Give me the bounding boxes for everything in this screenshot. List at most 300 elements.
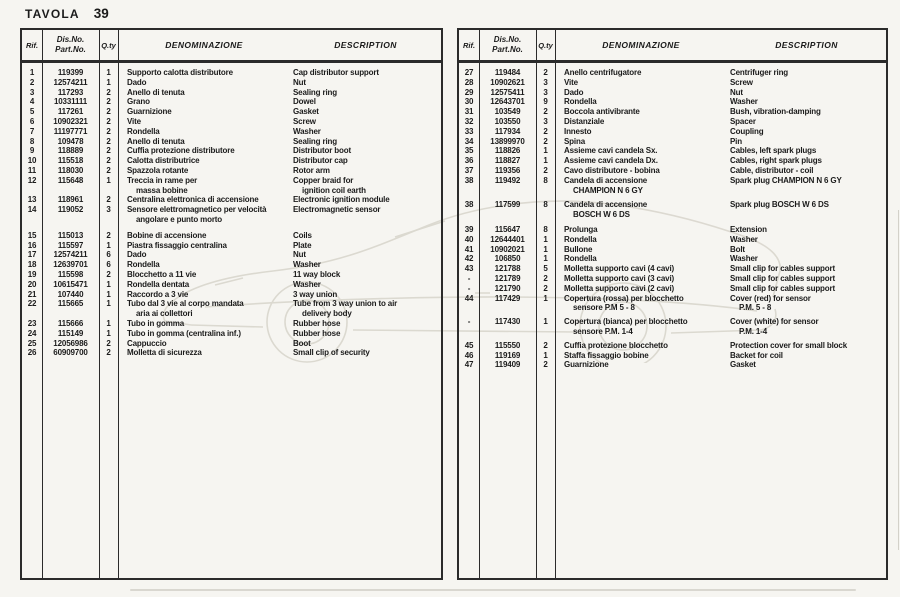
description-cell: Spark plug BOSCH W 6 DS [730, 200, 829, 210]
rif-cell: 15 [27, 230, 37, 240]
denominazione-cell: Rondella [127, 126, 160, 136]
part-number-cell: 121790 [494, 283, 521, 293]
denominazione-cell: Centralina elettronica di accensione [127, 195, 259, 205]
header-rif: Rif. [25, 40, 39, 50]
denominazione-cell: Bullone [564, 244, 593, 254]
rif-cell: 39 [464, 224, 474, 234]
header-description: DESCRIPTION [334, 40, 397, 50]
rif-cell: 36 [464, 156, 474, 166]
rif-cell: 46 [464, 350, 474, 360]
table-row [22, 107, 441, 117]
qty-cell: 6 [106, 260, 111, 270]
qty-cell: 1 [106, 289, 111, 299]
header-qty: Q.ty [101, 40, 116, 50]
rif-cell: 27 [464, 68, 474, 77]
rif-cell: 19 [27, 269, 37, 279]
header-rif: Rif. [462, 40, 476, 50]
part-number-cell: 119484 [494, 68, 521, 77]
denominazione-cell: Rondella dentata [127, 279, 190, 289]
qty-cell: 3 [543, 77, 548, 87]
qty-cell: 1 [106, 240, 111, 250]
denominazione-cell: Molletta di sicurezza [127, 348, 202, 358]
rif-cell: 18 [27, 260, 37, 270]
table-row [22, 176, 441, 196]
parts-table-left [20, 28, 443, 580]
header-part-no: Dis.No. Part.No. [492, 35, 523, 54]
part-number-cell: 115518 [57, 156, 84, 166]
qty-cell: 1 [543, 244, 548, 254]
description-cell: Washer [730, 254, 758, 264]
qty-cell: 2 [543, 107, 548, 117]
rif-cell: 20 [27, 279, 37, 289]
table-row [22, 195, 441, 205]
rif-cell: 9 [29, 146, 35, 156]
qty-cell: 1 [106, 299, 111, 309]
description-cell: Cover (white) for sensor P.M. 1-4 [730, 317, 819, 336]
part-number-cell: 12574211 [53, 77, 88, 87]
qty-cell: 2 [106, 107, 111, 117]
description-cell: Centrifuger ring [730, 68, 789, 77]
qty-cell: 2 [106, 338, 111, 348]
part-number-cell: 106850 [494, 254, 521, 264]
qty-cell: 1 [106, 328, 111, 338]
table-row [459, 351, 886, 361]
denominazione-cell: Staffa fissaggio bobine [564, 350, 649, 360]
rif-cell: 28 [464, 77, 474, 87]
table-row [459, 284, 886, 294]
rif-cell: 38 [464, 200, 474, 210]
description-cell: Rubber hose [293, 318, 341, 328]
description-cell: Gasket [730, 360, 756, 370]
rif-cell: 37 [464, 165, 474, 175]
description-cell: Washer [293, 260, 321, 270]
description-cell: Nut [293, 77, 306, 87]
part-number-cell: 115149 [57, 328, 84, 338]
qty-cell: 2 [543, 136, 548, 146]
part-number-cell: 118030 [57, 165, 84, 175]
qty-cell: 1 [543, 317, 548, 327]
table-row [459, 264, 886, 274]
table-row [22, 166, 441, 176]
header-qty: Q.ty [538, 40, 553, 50]
part-number-cell: 12643701 [490, 97, 525, 107]
rif-cell: 7 [29, 126, 35, 136]
scan-artifact-edge [898, 210, 899, 550]
qty-cell: 3 [543, 116, 548, 126]
denominazione-cell: Rondella [127, 260, 160, 270]
part-number-cell: 119052 [57, 205, 84, 215]
part-number-cell: 121789 [494, 273, 521, 283]
part-number-cell: 10615471 [53, 279, 88, 289]
rif-cell: 22 [27, 299, 37, 309]
description-cell: Spark plug CHAMPION N 6 GY [730, 175, 842, 185]
description-cell: 11 way block [293, 269, 341, 279]
description-cell: Plate [293, 240, 312, 250]
rif-cell: 31 [464, 107, 474, 117]
table-row [459, 156, 886, 166]
qty-cell: 2 [106, 146, 111, 156]
part-number-cell: 12644401 [490, 234, 525, 244]
part-number-cell: 118827 [494, 156, 521, 166]
description-cell: Backet for coil [730, 350, 783, 360]
rif-cell: 41 [464, 244, 474, 254]
part-number-cell: 115648 [57, 175, 84, 185]
table-row [22, 146, 441, 156]
qty-cell: 2 [106, 195, 111, 205]
part-number-cell: 103550 [494, 116, 521, 126]
page-title-number: 39 [93, 6, 109, 21]
table-body-left [22, 63, 441, 358]
table-row [22, 97, 441, 107]
description-cell: Coils [293, 230, 312, 240]
qty-cell: 8 [543, 175, 548, 185]
description-cell: Rubber hose [293, 328, 341, 338]
part-number-cell: 115550 [494, 340, 521, 350]
description-cell: Distributor boot [293, 146, 352, 156]
part-number-cell: 115666 [57, 318, 84, 328]
part-number-cell: 117934 [494, 126, 521, 136]
qty-cell: 6 [106, 250, 111, 260]
rif-cell: 6 [29, 116, 35, 126]
table-row [22, 78, 441, 88]
qty-cell: 5 [543, 264, 548, 274]
table-row [22, 156, 441, 166]
description-cell: Dowel [293, 97, 316, 107]
denominazione-cell: Rondella [564, 234, 597, 244]
description-cell: Cover (red) for sensor P.M. 5 - 8 [730, 293, 811, 313]
denominazione-cell: Cuffia protezione blocchetto [564, 340, 668, 350]
part-number-cell: 117430 [494, 317, 521, 327]
part-number-cell: 11197771 [53, 126, 88, 136]
denominazione-cell: Blocchetto a 11 vie [127, 269, 197, 279]
qty-cell: 1 [543, 254, 548, 264]
table-row [459, 107, 886, 117]
description-cell: Distributor cap [293, 156, 348, 166]
denominazione-cell: Distanziale [564, 116, 605, 126]
table-row [22, 241, 441, 251]
qty-cell: 2 [106, 230, 111, 240]
table-row [22, 68, 441, 78]
description-cell: Extension [730, 224, 767, 234]
part-number-cell: 118889 [57, 146, 84, 156]
table-row [22, 231, 441, 241]
qty-cell: 2 [106, 87, 111, 97]
description-cell: Rotor arm [293, 165, 330, 175]
qty-cell: 2 [543, 165, 548, 175]
scan-artifact-line [130, 589, 856, 591]
qty-cell: 2 [106, 136, 111, 146]
denominazione-cell: Piastra fissaggio centralina [127, 240, 227, 250]
table-row [22, 329, 441, 339]
header-description: DESCRIPTION [775, 40, 838, 50]
table-row [459, 294, 886, 314]
rif-cell: 45 [464, 340, 474, 350]
header-part-no: Dis.No. Part.No. [55, 35, 86, 54]
denominazione-cell: Supporto calotta distributore [127, 68, 233, 77]
denominazione-cell: Anello di tenuta [127, 136, 185, 146]
part-number-cell: 117261 [57, 107, 84, 117]
table-row [459, 146, 886, 156]
description-cell: Small clip for cables support [730, 283, 836, 293]
denominazione-cell: Cavo distributore - bobina [564, 165, 660, 175]
table-row [22, 250, 441, 260]
qty-cell: 1 [543, 146, 548, 156]
qty-cell: 2 [543, 360, 548, 370]
denominazione-cell: Tubo in gomma [127, 318, 185, 328]
rif-cell: 21 [27, 289, 37, 299]
table-row [22, 127, 441, 137]
qty-cell: 1 [106, 318, 111, 328]
denominazione-cell: Spazzola rotante [127, 165, 189, 175]
part-number-cell: 60909700 [53, 348, 88, 358]
qty-cell: 3 [106, 205, 111, 215]
table-row [459, 117, 886, 127]
qty-cell: 2 [106, 126, 111, 136]
description-cell: Pin [730, 136, 742, 146]
part-number-cell: 119409 [494, 360, 521, 370]
part-number-cell: 10331111 [53, 97, 88, 107]
rif-cell: - [467, 317, 471, 327]
table-row [459, 127, 886, 137]
qty-cell: 1 [106, 279, 111, 289]
rif-cell: 47 [464, 360, 474, 370]
table-row [459, 254, 886, 264]
parts-table-right [457, 28, 888, 580]
description-cell: Screw [293, 116, 316, 126]
rif-cell: 34 [464, 136, 474, 146]
denominazione-cell: Dado [564, 87, 584, 97]
table-row [459, 176, 886, 196]
denominazione-cell: Cappuccio [127, 338, 167, 348]
table-row [22, 290, 441, 300]
denominazione-cell: Prolunga [564, 224, 598, 234]
table-row [459, 317, 886, 337]
rif-cell: 43 [464, 264, 474, 274]
rif-cell: 26 [27, 348, 37, 358]
denominazione-cell: Vite [127, 116, 141, 126]
rif-cell: 3 [29, 87, 35, 97]
part-number-cell: 121788 [494, 264, 521, 274]
table-row [22, 339, 441, 349]
rif-cell: 11 [27, 165, 37, 175]
description-cell: Copper braid for ignition coil earth [293, 175, 366, 195]
rif-cell: 32 [464, 116, 474, 126]
qty-cell: 2 [106, 156, 111, 166]
denominazione-cell: Boccola antivibrante [564, 107, 640, 117]
table-row [459, 245, 886, 255]
table-row [459, 88, 886, 98]
part-number-cell: 103549 [494, 107, 521, 117]
denominazione-cell: Dado [127, 77, 147, 87]
rif-cell: 8 [29, 136, 35, 146]
part-number-cell: 117293 [57, 87, 84, 97]
rif-cell: 4 [29, 97, 35, 107]
qty-cell: 2 [106, 97, 111, 107]
denominazione-cell: Molletta supporto cavi (4 cavi) [564, 264, 675, 274]
part-number-cell: 119399 [57, 68, 84, 77]
denominazione-cell: Candela di accensione CHAMPION N 6 GY [564, 175, 648, 195]
denominazione-cell: Innesto [564, 126, 592, 136]
part-number-cell: 119492 [494, 175, 521, 185]
rif-cell: 2 [29, 77, 35, 87]
denominazione-cell: Copertura (bianca) per blocchetto sensore P.M. 1-4 [564, 317, 688, 336]
table-row [459, 360, 886, 370]
description-cell: Boot [293, 338, 311, 348]
denominazione-cell: Bobine di accensione [127, 230, 207, 240]
qty-cell: 8 [543, 224, 548, 234]
qty-cell: 1 [106, 68, 111, 77]
table-row [22, 348, 441, 358]
description-cell: Small clip of security [293, 348, 370, 358]
rif-cell: 23 [27, 318, 37, 328]
part-number-cell: 119356 [494, 165, 521, 175]
rif-cell: 14 [27, 205, 37, 215]
denominazione-cell: Molletta supporto cavi (2 cavi) [564, 283, 675, 293]
denominazione-cell: Copertura (rossa) per blocchetto sensore P.M 5 - 8 [564, 293, 684, 313]
description-cell: Electronic ignition module [293, 195, 390, 205]
description-cell: Gasket [293, 107, 319, 117]
description-cell: Cap distributor support [293, 68, 379, 77]
table-row [22, 137, 441, 147]
table-row [22, 260, 441, 270]
denominazione-cell: Raccordo a 3 vie [127, 289, 189, 299]
rif-cell: 25 [27, 338, 37, 348]
qty-cell: 3 [543, 87, 548, 97]
qty-cell: 2 [543, 340, 548, 350]
description-cell: 3 way union [293, 289, 338, 299]
description-cell: Bolt [730, 244, 745, 254]
denominazione-cell: Guarnizione [564, 360, 609, 370]
rif-cell: 24 [27, 328, 37, 338]
table-row [459, 274, 886, 284]
denominazione-cell: Calotta distributrice [127, 156, 200, 166]
rif-cell: 30 [464, 97, 474, 107]
description-cell: Electromagnetic sensor [293, 205, 381, 215]
part-number-cell: 118826 [494, 146, 521, 156]
denominazione-cell: Treccia in rame per massa bobine [127, 175, 198, 195]
qty-cell: 2 [106, 348, 111, 358]
part-number-cell: 117599 [494, 200, 521, 210]
denominazione-cell: Cuffia protezione distributore [127, 146, 235, 156]
table-row [22, 299, 441, 319]
denominazione-cell: Tubo in gomma (centralina inf.) [127, 328, 241, 338]
rif-cell: 44 [464, 293, 474, 303]
rif-cell: 12 [27, 175, 37, 185]
table-row [459, 166, 886, 176]
rif-cell: - [467, 283, 471, 293]
denominazione-cell: Guarnizione [127, 107, 172, 117]
qty-cell: 9 [543, 97, 548, 107]
table-row [22, 280, 441, 290]
rif-cell: 17 [27, 250, 37, 260]
denominazione-cell: Spina [564, 136, 586, 146]
part-number-cell: 118961 [57, 195, 84, 205]
part-number-cell: 10902321 [53, 116, 88, 126]
part-number-cell: 115598 [57, 269, 84, 279]
description-cell: Cable, distributor - coil [730, 165, 814, 175]
page-title [25, 6, 109, 21]
part-number-cell: 12056986 [53, 338, 88, 348]
denominazione-cell: Grano [127, 97, 150, 107]
description-cell: Spacer [730, 116, 756, 126]
description-cell: Cables, right spark plugs [730, 156, 822, 166]
part-number-cell: 12639701 [53, 260, 88, 270]
qty-cell: 1 [106, 175, 111, 185]
qty-cell: 2 [543, 68, 548, 77]
denominazione-cell: Assieme cavi candela Dx. [564, 156, 658, 166]
qty-cell: 8 [543, 200, 548, 210]
qty-cell: 1 [543, 234, 548, 244]
table-row [459, 97, 886, 107]
description-cell: Washer [730, 97, 758, 107]
denominazione-cell: Candela di accensione BOSCH W 6 DS [564, 200, 648, 220]
table-row [459, 341, 886, 351]
denominazione-cell: Molletta supporto cavi (3 cavi) [564, 273, 675, 283]
page-title-word: TAVOLA [25, 7, 80, 21]
part-number-cell: 119169 [494, 350, 521, 360]
table-header [22, 30, 441, 63]
denominazione-cell: Dado [127, 250, 147, 260]
part-number-cell: 115013 [57, 230, 84, 240]
description-cell: Screw [730, 77, 753, 87]
part-number-cell: 115597 [57, 240, 84, 250]
denominazione-cell: Anello centrifugatore [564, 68, 642, 77]
rif-cell: 1 [29, 68, 35, 77]
table-row [22, 319, 441, 329]
denominazione-cell: Rondella [564, 254, 597, 264]
description-cell: Sealing ring [293, 87, 337, 97]
description-cell: Bush, vibration-damping [730, 107, 821, 117]
rif-cell: 38 [464, 175, 474, 185]
table-row [22, 88, 441, 98]
description-cell: Nut [293, 250, 306, 260]
qty-cell: 2 [106, 269, 111, 279]
description-cell: Sealing ring [293, 136, 337, 146]
description-cell: Small clip for cables support [730, 273, 836, 283]
description-cell: Small clip for cables support [730, 264, 836, 274]
description-cell: Nut [730, 87, 743, 97]
table-row [459, 137, 886, 147]
qty-cell: 1 [543, 350, 548, 360]
part-number-cell: 10902021 [490, 244, 525, 254]
qty-cell: 2 [543, 273, 548, 283]
table-row [459, 200, 886, 220]
rif-cell: 35 [464, 146, 474, 156]
denominazione-cell: Vite [564, 77, 578, 87]
qty-cell: 2 [106, 165, 111, 175]
rif-cell: 5 [29, 107, 35, 117]
qty-cell: 1 [543, 156, 548, 166]
rif-cell: 33 [464, 126, 474, 136]
header-denominazione: DENOMINAZIONE [165, 40, 243, 50]
description-cell: Washer [293, 126, 321, 136]
description-cell: Protection cover for small block [730, 340, 848, 350]
rif-cell: 40 [464, 234, 474, 244]
part-number-cell: 10902621 [490, 77, 525, 87]
part-number-cell: 107440 [57, 289, 84, 299]
denominazione-cell: Tubo dal 3 vie al corpo mandata aria ai collettori [127, 299, 244, 319]
denominazione-cell: Assieme cavi candela Sx. [564, 146, 658, 156]
qty-cell: 1 [106, 77, 111, 87]
qty-cell: 1 [543, 293, 548, 303]
description-cell: Tube from 3 way union to air delivery body [293, 299, 398, 319]
part-number-cell: 12574211 [53, 250, 88, 260]
header-denominazione: DENOMINAZIONE [602, 40, 680, 50]
rif-cell: 13 [27, 195, 37, 205]
part-number-cell: 115665 [57, 299, 84, 309]
description-cell: Washer [730, 234, 758, 244]
description-cell: Coupling [730, 126, 764, 136]
